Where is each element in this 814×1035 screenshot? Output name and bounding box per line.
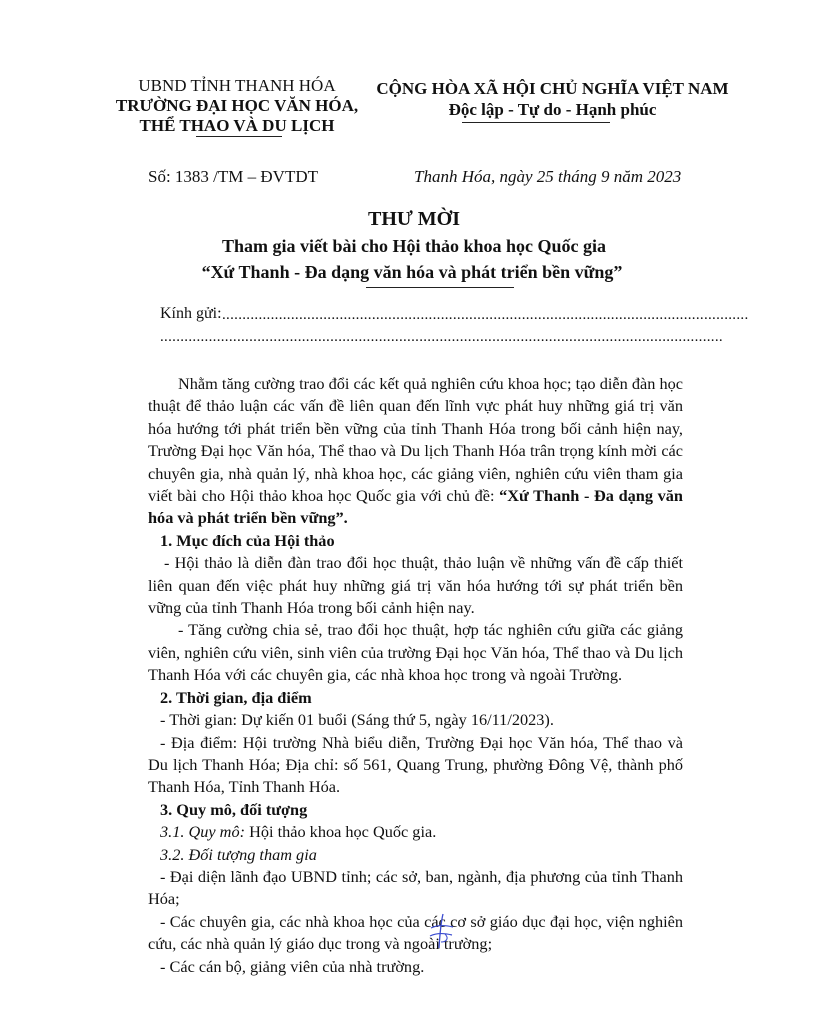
initial-signature-icon	[427, 912, 457, 952]
intro-paragraph	[148, 373, 683, 530]
section-3-heading: 3. Quy mô, đối tượng	[160, 799, 308, 819]
letter-body	[148, 373, 683, 978]
section-1-heading: 1. Mục đích của Hội thảo	[160, 530, 335, 550]
section-3-bullet-3: - Các cán bộ, giảng viên của nhà trường.	[160, 956, 425, 976]
national-title: CỘNG HÒA XÃ HỘI CHỦ NGHĨA VIỆT NAM	[376, 79, 729, 98]
title-underline	[366, 287, 514, 288]
intro-text: Nhằm tăng cường trao đổi các kết quả nghiên cứu khoa học; tạo diễn đàn học thuật để thảo luận các vấn đề liên quan đến lĩnh vực phát huy những giá trị văn hóa hướng tới phát triển bền vững của tỉnh Thanh Hóa trong bối cảnh hiện nay, Trường Đại học Văn hóa, Thể thao và Du lịch Thanh Hóa trân trọng kính mời các chuyên gia, nhà quản lý, nhà khoa học, các giảng viên, nghiên cứu viên tham gia viết bài cho Hội thảo khoa học Quốc gia với chủ đề:	[148, 374, 683, 506]
issuer-province: UBND TỈNH THANH HÓA	[138, 76, 336, 95]
national-motto: Độc lập - Tự do - Hạnh phúc	[448, 100, 657, 119]
issuer-name-line2: THỂ THAO VÀ DU LỊCH	[139, 116, 335, 135]
section-3-1-label: 3.1. Quy mô:	[160, 822, 246, 842]
section-3-1	[148, 821, 683, 843]
section-3-bullet-1: - Đại diện lãnh đạo UBND tỉnh; các sở, ban, ngành, địa phương của tỉnh Thanh Hóa;	[148, 866, 683, 909]
section-3-bullet-2: - Các chuyên gia, các nhà khoa học của các cơ sở giáo dục đại học, viện nghiên cứu, các nhà quản lý giáo dục trong và ngoài trường;	[148, 911, 683, 954]
issuer-name-line1: TRƯỜNG ĐẠI HỌC VĂN HÓA,	[115, 96, 359, 115]
section-3-2-heading: 3.2. Đối tượng tham gia	[160, 844, 317, 864]
document-place-date: Thanh Hóa, ngày 25 tháng 9 năm 2023	[414, 167, 682, 186]
section-1-para-1: - Hội thảo là diễn đàn trao đổi học thuật, thảo luận về những vấn đề cấp thiết liên quan đến việc phát huy những giá trị văn hóa hướng tới sự phát triển bền vững của tỉnh Thanh Hóa trong bối cảnh hiện nay.	[148, 553, 683, 618]
section-2-para-1: - Thời gian: Dự kiến 01 buổi (Sáng thứ 5, ngày 16/11/2023).	[160, 710, 554, 730]
recipient-label: Kính gửi:	[160, 305, 222, 322]
recipient-dots-2: ...........................................................................................................................................	[160, 329, 723, 345]
section-2-para-2: - Địa điểm: Hội trường Nhà biểu diễn, Trường Đại học Văn hóa, Thể thao và Du lịch Thanh Hóa; Địa chỉ: số 561, Quang Trung, phường Đông Vệ, thành phố Thanh Hóa, Tỉnh Thanh Hóa.	[148, 732, 683, 797]
recipient-dots-1: ..................................................................................................................................	[222, 307, 749, 323]
section-3-1-text: Hội thảo khoa học Quốc gia.	[245, 822, 437, 842]
issuer-underline	[196, 136, 282, 137]
issuer-block	[92, 76, 382, 136]
letter-subtitle-1: Tham gia viết bài cho Hội thảo khoa học Quốc gia	[221, 236, 607, 256]
motto-underline	[462, 122, 610, 123]
section-2-heading: 2. Thời gian, địa điểm	[160, 687, 312, 707]
national-motto-block	[360, 78, 745, 120]
letter-subtitle-2: “Xứ Thanh - Đa dạng văn hóa và phát triển bền vững”	[201, 262, 623, 282]
intro-theme: “Xứ Thanh - Đa dạng văn hóa và phát triển bền vững”.	[148, 486, 683, 528]
section-1-para-2: - Tăng cường chia sẻ, trao đổi học thuật, hợp tác nghiên cứu giữa các giảng viên, nghiên cứu viên, sinh viên của trường Đại học Văn hóa, Thể thao và Du lịch Thanh Hóa với các chuyên gia, các nhà khoa học trong và ngoài Trường.	[148, 620, 683, 685]
letter-title: THƯ MỜI	[367, 208, 461, 230]
document-number: Số: 1383 /TM – ĐVTDT	[148, 167, 318, 186]
